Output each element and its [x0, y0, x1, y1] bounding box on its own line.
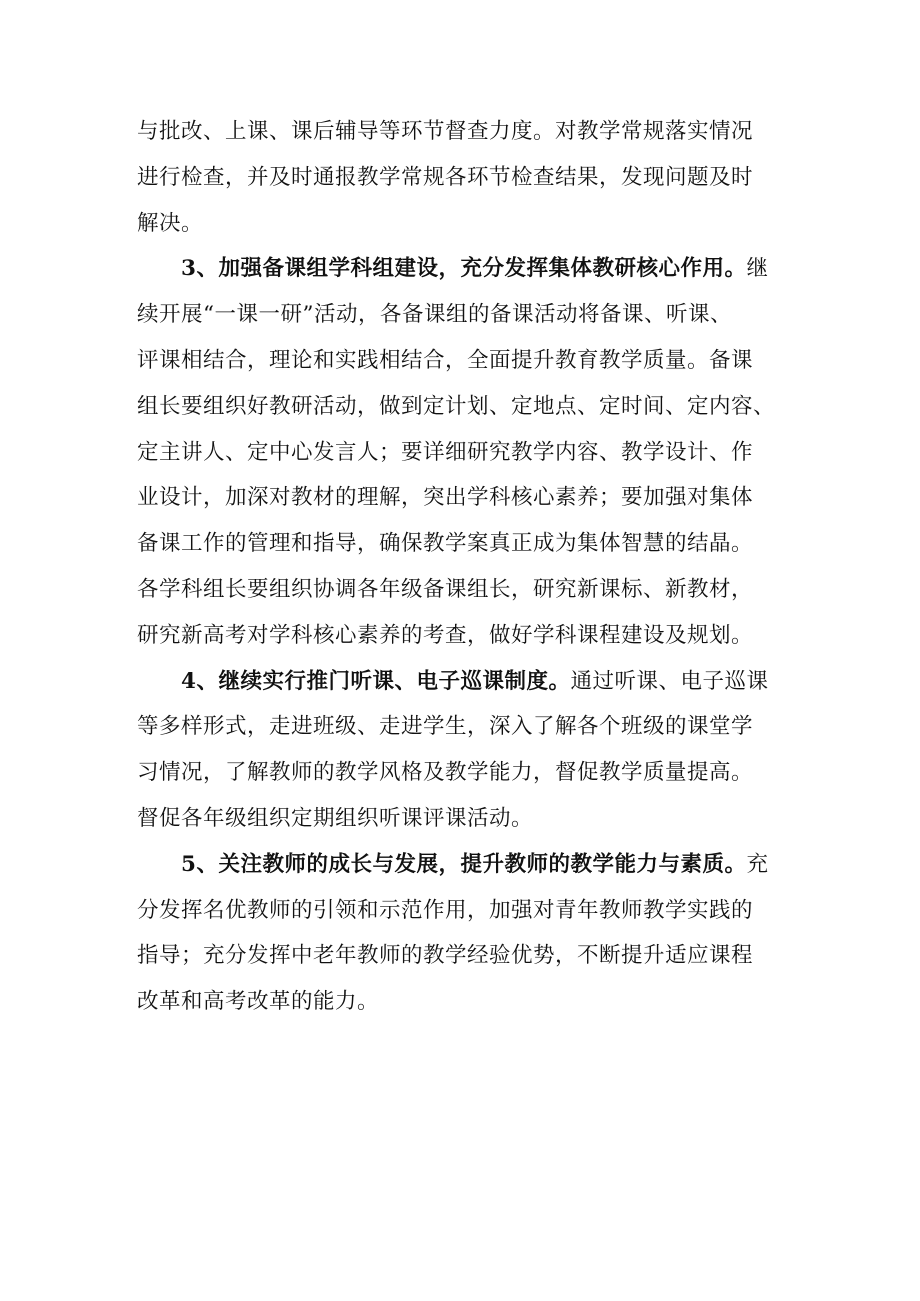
paragraph-1-line-2: 进行检查，并及时通报教学常规各环节检查结果，发现问题及时 — [137, 164, 754, 190]
paragraph-2 — [137, 246, 787, 658]
paragraph-1 — [137, 109, 787, 246]
paragraph-2-line-2: 续开展“一课一研”活动，各备课组的备课活动将备课、听课、 — [137, 302, 732, 328]
paragraph-2-line-1-tail: 继 — [746, 256, 769, 282]
paragraph-2-line-6: 业设计，加深对教材的理解，突出学科核心素养；要加强对集体 — [137, 485, 754, 511]
paragraph-4-line-1 — [137, 842, 787, 888]
paragraph-2-heading: 3、加强备课组学科组建设，充分发挥集体教研核心作用。 — [181, 256, 747, 282]
paragraph-1-line-3: 解决。 — [137, 210, 204, 236]
paragraph-2-line-5: 定主讲人、定中心发言人；要详细研究教学内容、教学设计、作 — [137, 439, 754, 465]
paragraph-3-line-1-tail: 通过听课、电子巡课 — [570, 668, 769, 694]
paragraph-4-line-2: 分发挥名优教师的引领和示范作用，加强对青年教师教学实践的 — [137, 897, 754, 923]
paragraph-3-line-3: 习情况，了解教师的教学风格及教学能力，督促教学质量提高。 — [137, 760, 754, 786]
paragraph-3 — [137, 659, 787, 842]
paragraph-2-line-7: 备课工作的管理和指导，确保教学案真正成为集体智慧的结晶。 — [137, 531, 754, 557]
paragraph-2-line-1 — [137, 246, 787, 292]
paragraph-4-line-1-tail: 充 — [746, 851, 769, 877]
paragraph-3-line-4: 督促各年级组织定期组织听课评课活动。 — [137, 805, 534, 831]
paragraph-3-heading: 4、继续实行推门听课、电子巡课制度。 — [181, 668, 571, 694]
paragraph-2-line-4: 组长要组织好教研活动，做到定计划、定地点、定时间、定内容、 — [137, 393, 776, 419]
paragraph-1-line-1: 与批改、上课、课后辅导等环节督查力度。对教学常规落实情况 — [137, 119, 754, 144]
paragraph-2-line-9: 研究新高考对学科核心素养的考查，做好学科课程建设及规划。 — [137, 622, 754, 648]
paragraph-2-line-8: 各学科组长要组织协调各年级备课组长，研究新课标、新教材， — [137, 576, 754, 602]
paragraph-3-line-1 — [137, 659, 787, 705]
document-body — [137, 109, 787, 1025]
paragraph-4-line-4: 改革和高考改革的能力。 — [137, 989, 380, 1015]
paragraph-4-line-3: 指导；充分发挥中老年教师的教学经验优势，不断提升适应课程 — [137, 943, 754, 969]
paragraph-4 — [137, 842, 787, 1025]
paragraph-2-line-3: 评课相结合，理论和实践相结合，全面提升教育教学质量。备课 — [137, 347, 754, 373]
paragraph-3-line-2: 等多样形式，走进班级、走进学生，深入了解各个班级的课堂学 — [137, 714, 754, 740]
paragraph-4-heading: 5、关注教师的成长与发展，提升教师的教学能力与素质。 — [181, 851, 747, 877]
